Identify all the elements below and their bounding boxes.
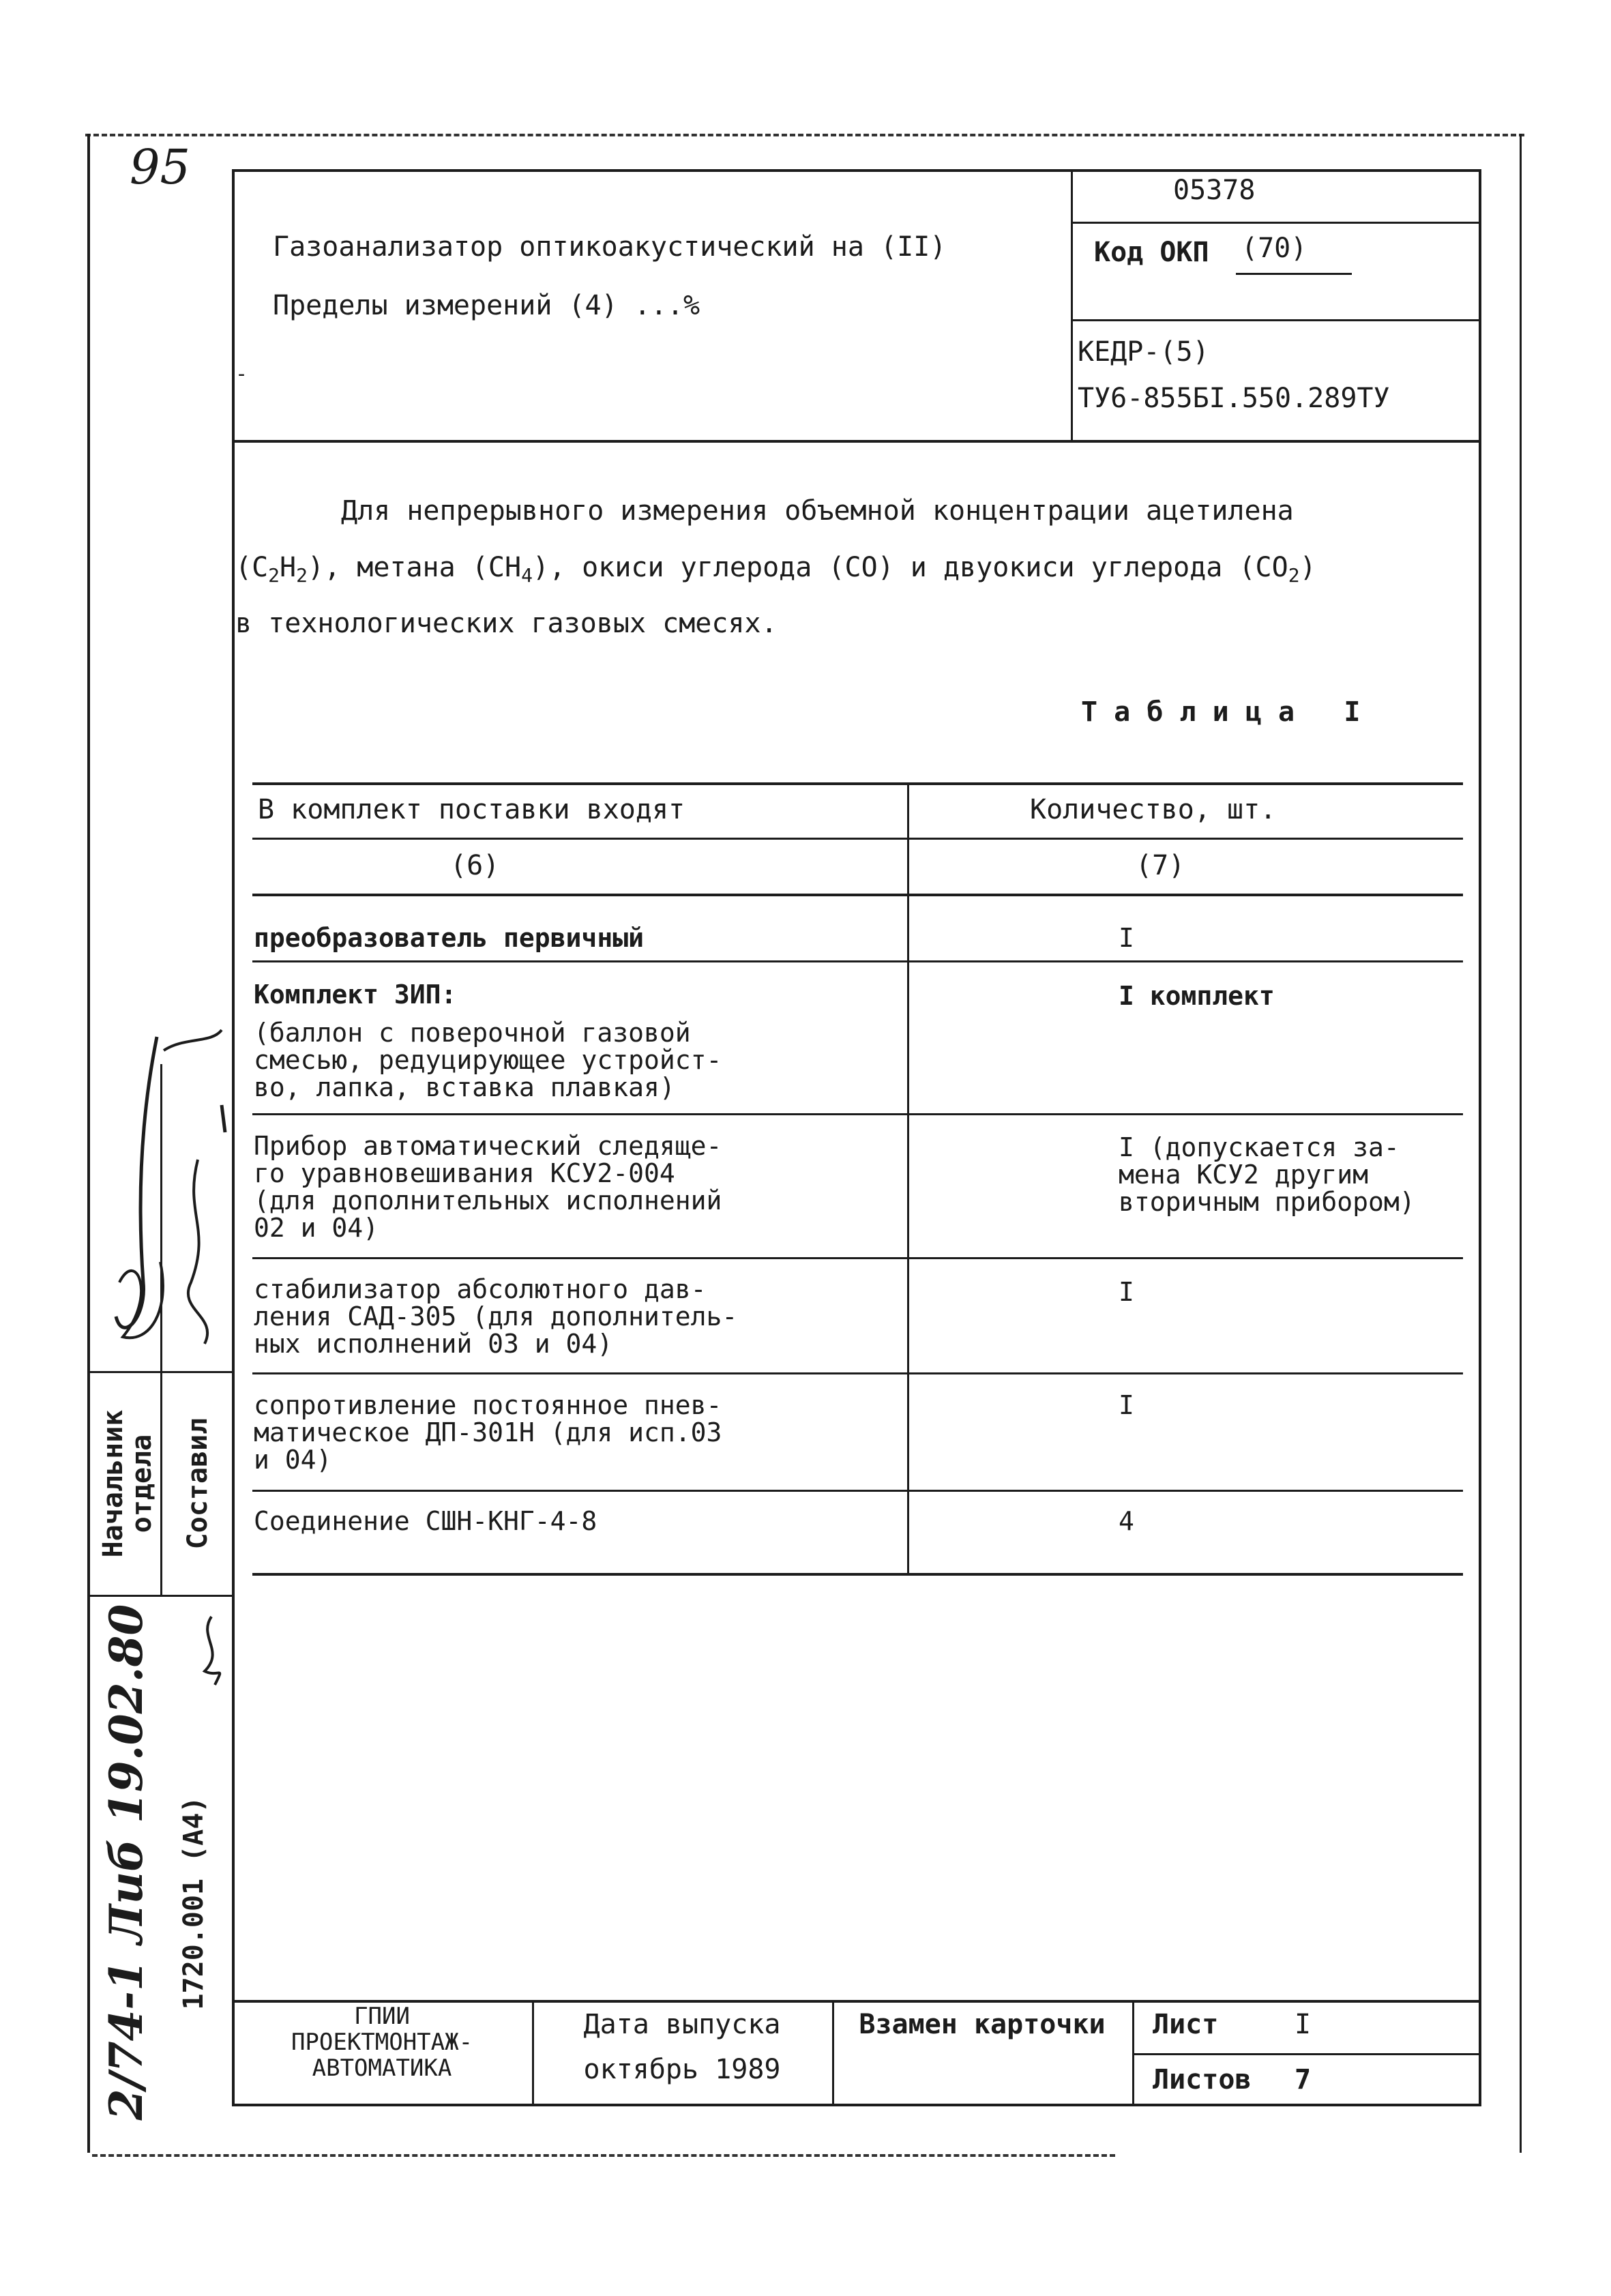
table-row-line-2 [252,1113,1463,1115]
description-line-2 [235,551,1316,587]
table-row-line-5 [252,1490,1463,1492]
table-top-line [252,782,1463,785]
table-row-item: сопротивление постоянное пнев- матическое ДП-301Н (для исп.03 и 04) [254,1390,722,1475]
initials-signature [184,1610,239,1692]
side-column-bottom [89,1595,233,1597]
table-row-item: преобразователь первичный [254,923,644,953]
header-small-mark: - [235,362,248,386]
table-row-item: стабилизатор абсолютного дав- ления САД-305 (для дополнитель- ных исполнений 03 и 04) [254,1274,738,1359]
head-of-department-label: Начальник отдела [98,1409,158,1558]
release-date-value: октябрь 1989 [583,2054,781,2085]
table-row-item: Прибор автоматический следяще- го уравновешивания КСУ2-004 (для дополнительных исполнений 02 и 04) [254,1131,722,1243]
column-index-contents: (6) [450,850,500,881]
sheet-label: Лист [1153,2009,1219,2040]
sheets-label: Листов [1153,2064,1252,2095]
column-header-quantity: Количество, шт. [1030,794,1277,825]
footer-top-line [232,2000,1481,2003]
column-index-quantity: (7) [1136,850,1185,881]
table-caption: Т а б л и ц а I [1081,696,1361,728]
table-row-qty: I комплект [1119,981,1275,1011]
table-row-item-detail: (баллон с поверочной газовой смесью, редуцирующее устройст- во, лапка, вставка плавкая) [254,1018,722,1102]
description-line-1: Для непрерывного измерения объемной концентрации ацетилена [341,495,1294,527]
table-row-item: Комплект ЗИП: [254,980,457,1010]
signature-stroke-3 [188,1160,207,1344]
table-row-line-1 [252,960,1463,962]
signature-stroke-5 [222,1105,225,1132]
signatures [95,1023,235,1378]
formula-sub: 2 [296,564,308,587]
okp-label: Код ОКП [1094,237,1209,268]
formula-part: ), окиси углерода (CO) и двуокиси углерода (CO [532,552,1288,583]
header-bottom-line [232,440,1481,443]
page-number: 95 [130,139,191,195]
formula-part: H [280,552,297,583]
tu-code: ТУ6-855БI.550.289ТУ [1078,383,1390,414]
organization-line-1: ГПИИ [354,2003,410,2030]
table-row-qty: 4 [1119,1506,1134,1536]
main-frame-right [1479,169,1481,2106]
form-code: 1720.001 (A4) [178,1796,209,2010]
column-header-contents: В комплект поставки входят [258,794,685,825]
initials-stroke [205,1617,220,1685]
formula-part: (C [235,552,269,583]
table-row-qty: I (допускается за- мена КСУ2 другим вторичным прибором) [1119,1132,1415,1217]
footer-right-split-line [1132,2053,1481,2055]
footer-divider-3 [1132,2000,1134,2106]
okp-top-line [1071,222,1481,224]
description-line-3: в технологических газовых смесях. [235,608,778,639]
formula-sub: 4 [521,564,533,587]
table-column-divider [907,782,909,1575]
formula-sub: 2 [268,564,280,587]
bottom-dashed-border [92,2154,1115,2157]
table-row-qty: I [1119,1390,1134,1420]
compiled-by-label: Составил [182,1417,213,1550]
table-index-line [252,894,1463,896]
main-frame-bottom [232,2104,1481,2106]
table-row-line-4 [252,1372,1463,1374]
signature-stroke-1 [116,1037,157,1327]
measurement-range: Пределы измерений (4) ...% [273,290,700,321]
formula-sub: 2 [1288,564,1300,587]
okp-value: (70) [1241,233,1307,264]
formula-part: ) [1299,552,1316,583]
table-bottom-line [252,1573,1463,1576]
table-row-qty: I [1119,923,1134,953]
formula-part: ), метана (CH [307,552,522,583]
footer-divider-1 [532,2000,534,2106]
top-dashed-border [85,134,1524,136]
right-outer-border [1520,134,1522,2153]
table-row-qty: I [1119,1277,1134,1307]
okp-bottom-line [1071,319,1481,321]
model-code: КЕДР-(5) [1078,336,1209,368]
release-date-label: Дата выпуска [583,2009,781,2040]
organization-line-2: ПРОЕКТМОНТАЖ- [291,2029,473,2056]
main-frame-top [232,169,1481,172]
header-divider [1071,169,1073,442]
signature-stroke-4 [164,1030,222,1050]
product-title: Газоанализатор оптикоакустический на (II) [273,231,947,263]
left-outer-border [87,134,90,2153]
document-number: 05378 [1173,175,1256,206]
organization-line-3: АВТОМАТИКА [312,2055,452,2082]
handwritten-registration: 2/74-1 Либ 19.02.80 [100,1604,153,2121]
replaces-card-label: Взамен карточки [859,2009,1106,2040]
table-row-item: Соединение СШН-КНГ-4-8 [254,1506,597,1536]
footer-divider-2 [832,2000,834,2106]
table-header-line [252,838,1463,840]
sheet-value: I [1295,2009,1312,2040]
table-row-line-3 [252,1257,1463,1259]
sheets-value: 7 [1295,2064,1312,2095]
okp-value-underline [1236,273,1352,275]
